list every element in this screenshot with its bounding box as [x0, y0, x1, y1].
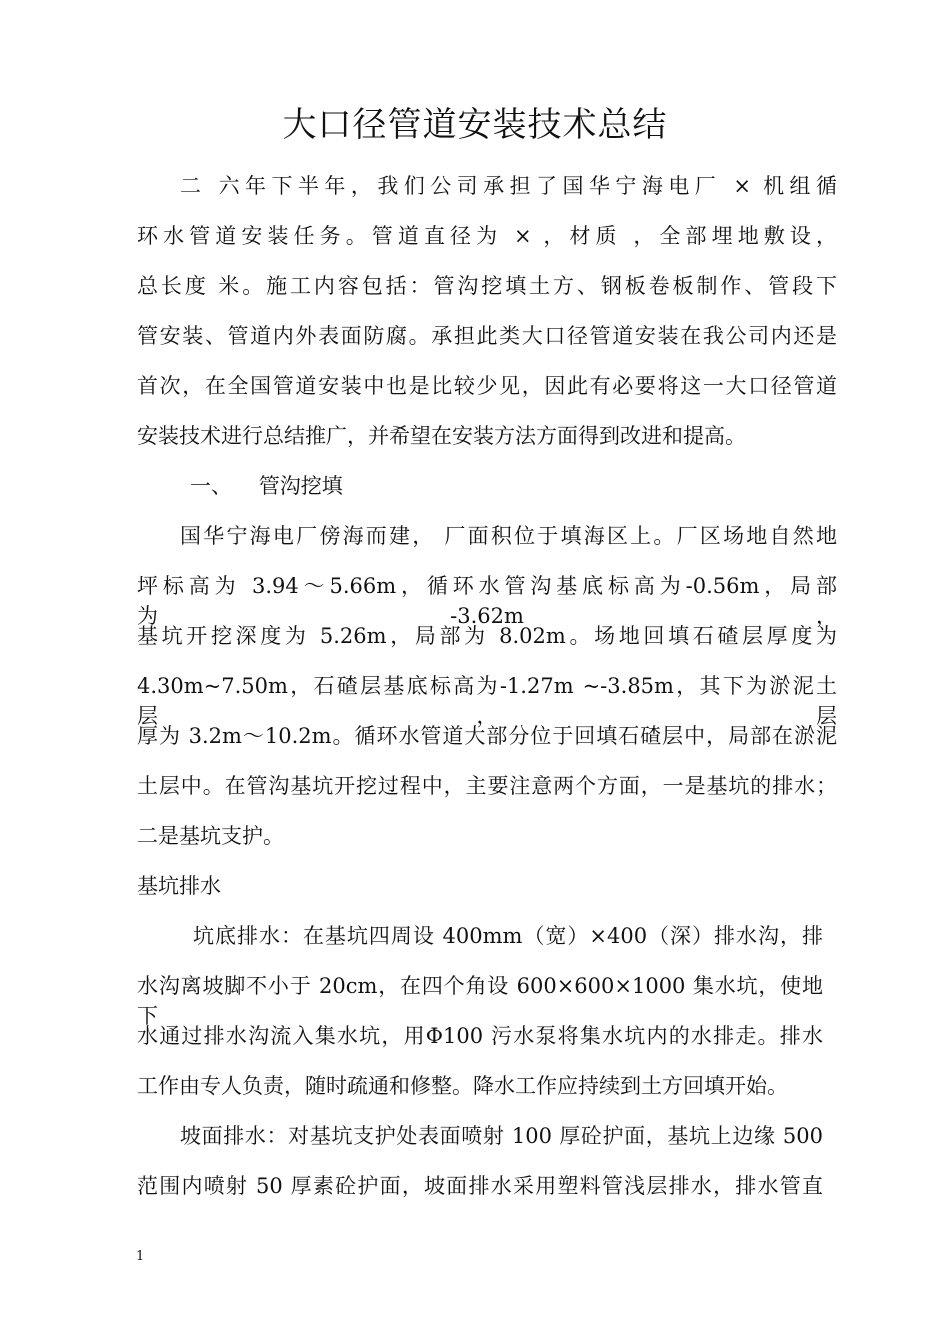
section-heading: 一、 管沟挖填 [190, 474, 343, 498]
paragraph-line: 安装技术进行总结推广，并希望在安装方法方面得到改进和提高。 [137, 424, 746, 448]
paragraph-line: 水沟离坡脚不小于 20cm，在四个角设 600×600×1000 集水坑，使地下 [137, 974, 823, 1028]
paragraph-line: 土层中。在管沟基坑开挖过程中，主要注意两个方面，一是基坑的排水； [137, 774, 837, 798]
document-title: 大口径管道安装技术总结 [282, 105, 668, 145]
paragraph-line: 范围内喷射 50 厚素砼护面，坡面排水采用塑料管浅层排水，排水管直 [137, 1174, 823, 1198]
paragraph-line: 二 六年下半年，我们公司承担了国华宁海电厂 × 机组循 [180, 174, 837, 198]
paragraph-line: 首次，在全国管道安装中也是比较少见，因此有必要将这一大口径管道 [137, 374, 837, 398]
paragraph-line: 管安装、管道内外表面防腐。承担此类大口径管道安装在我公司内还是 [137, 324, 837, 348]
paragraph-line: 坪标高为 3.94～5.66m，循环水管沟基底标高为-0.56m，局部为-3.62m， [137, 574, 837, 628]
paragraph-line: 国华宁海电厂傍海而建， 厂面积位于填海区上。厂区场地自然地 [180, 524, 837, 548]
paragraph-line: 基坑开挖深度为 5.26m，局部为 8.02m。场地回填石碴层厚度为 [137, 624, 837, 648]
paragraph-line: 环水管道安装任务。管道直径为 × ，材质 ，全部埋地敷设， [137, 224, 837, 248]
paragraph-line: 总长度 米。施工内容包括：管沟挖填土方、钢板卷板制作、管段下 [137, 274, 837, 298]
paragraph-line: 水通过排水沟流入集水坑，用Φ100 污水泵将集水坑内的水排走。排水 [137, 1024, 823, 1048]
page-number: 1 [136, 1249, 145, 1264]
paragraph-line: 二是基坑支护。 [137, 824, 284, 848]
paragraph-line: 4.30m~7.50m，石碴层基底标高为-1.27m ~-3.85m，其下为淤泥土层，层 [137, 674, 837, 728]
paragraph-line: 坡面排水：对基坑支护处表面喷射 100 厚砼护面，基坑上边缘 500 [180, 1124, 823, 1148]
paragraph-line: 工作由专人负责，随时疏通和修整。降水工作应持续到土方回填开始。 [137, 1074, 788, 1098]
paragraph-line: 厚为 3.2m～10.2m。循环水管道大部分位于回填石碴层中，局部在淤泥 [137, 724, 837, 748]
subsection-heading: 基坑排水 [137, 874, 221, 898]
paragraph-line: 坑底排水：在基坑四周设 400mm（宽）×400（深）排水沟，排 [193, 924, 823, 948]
